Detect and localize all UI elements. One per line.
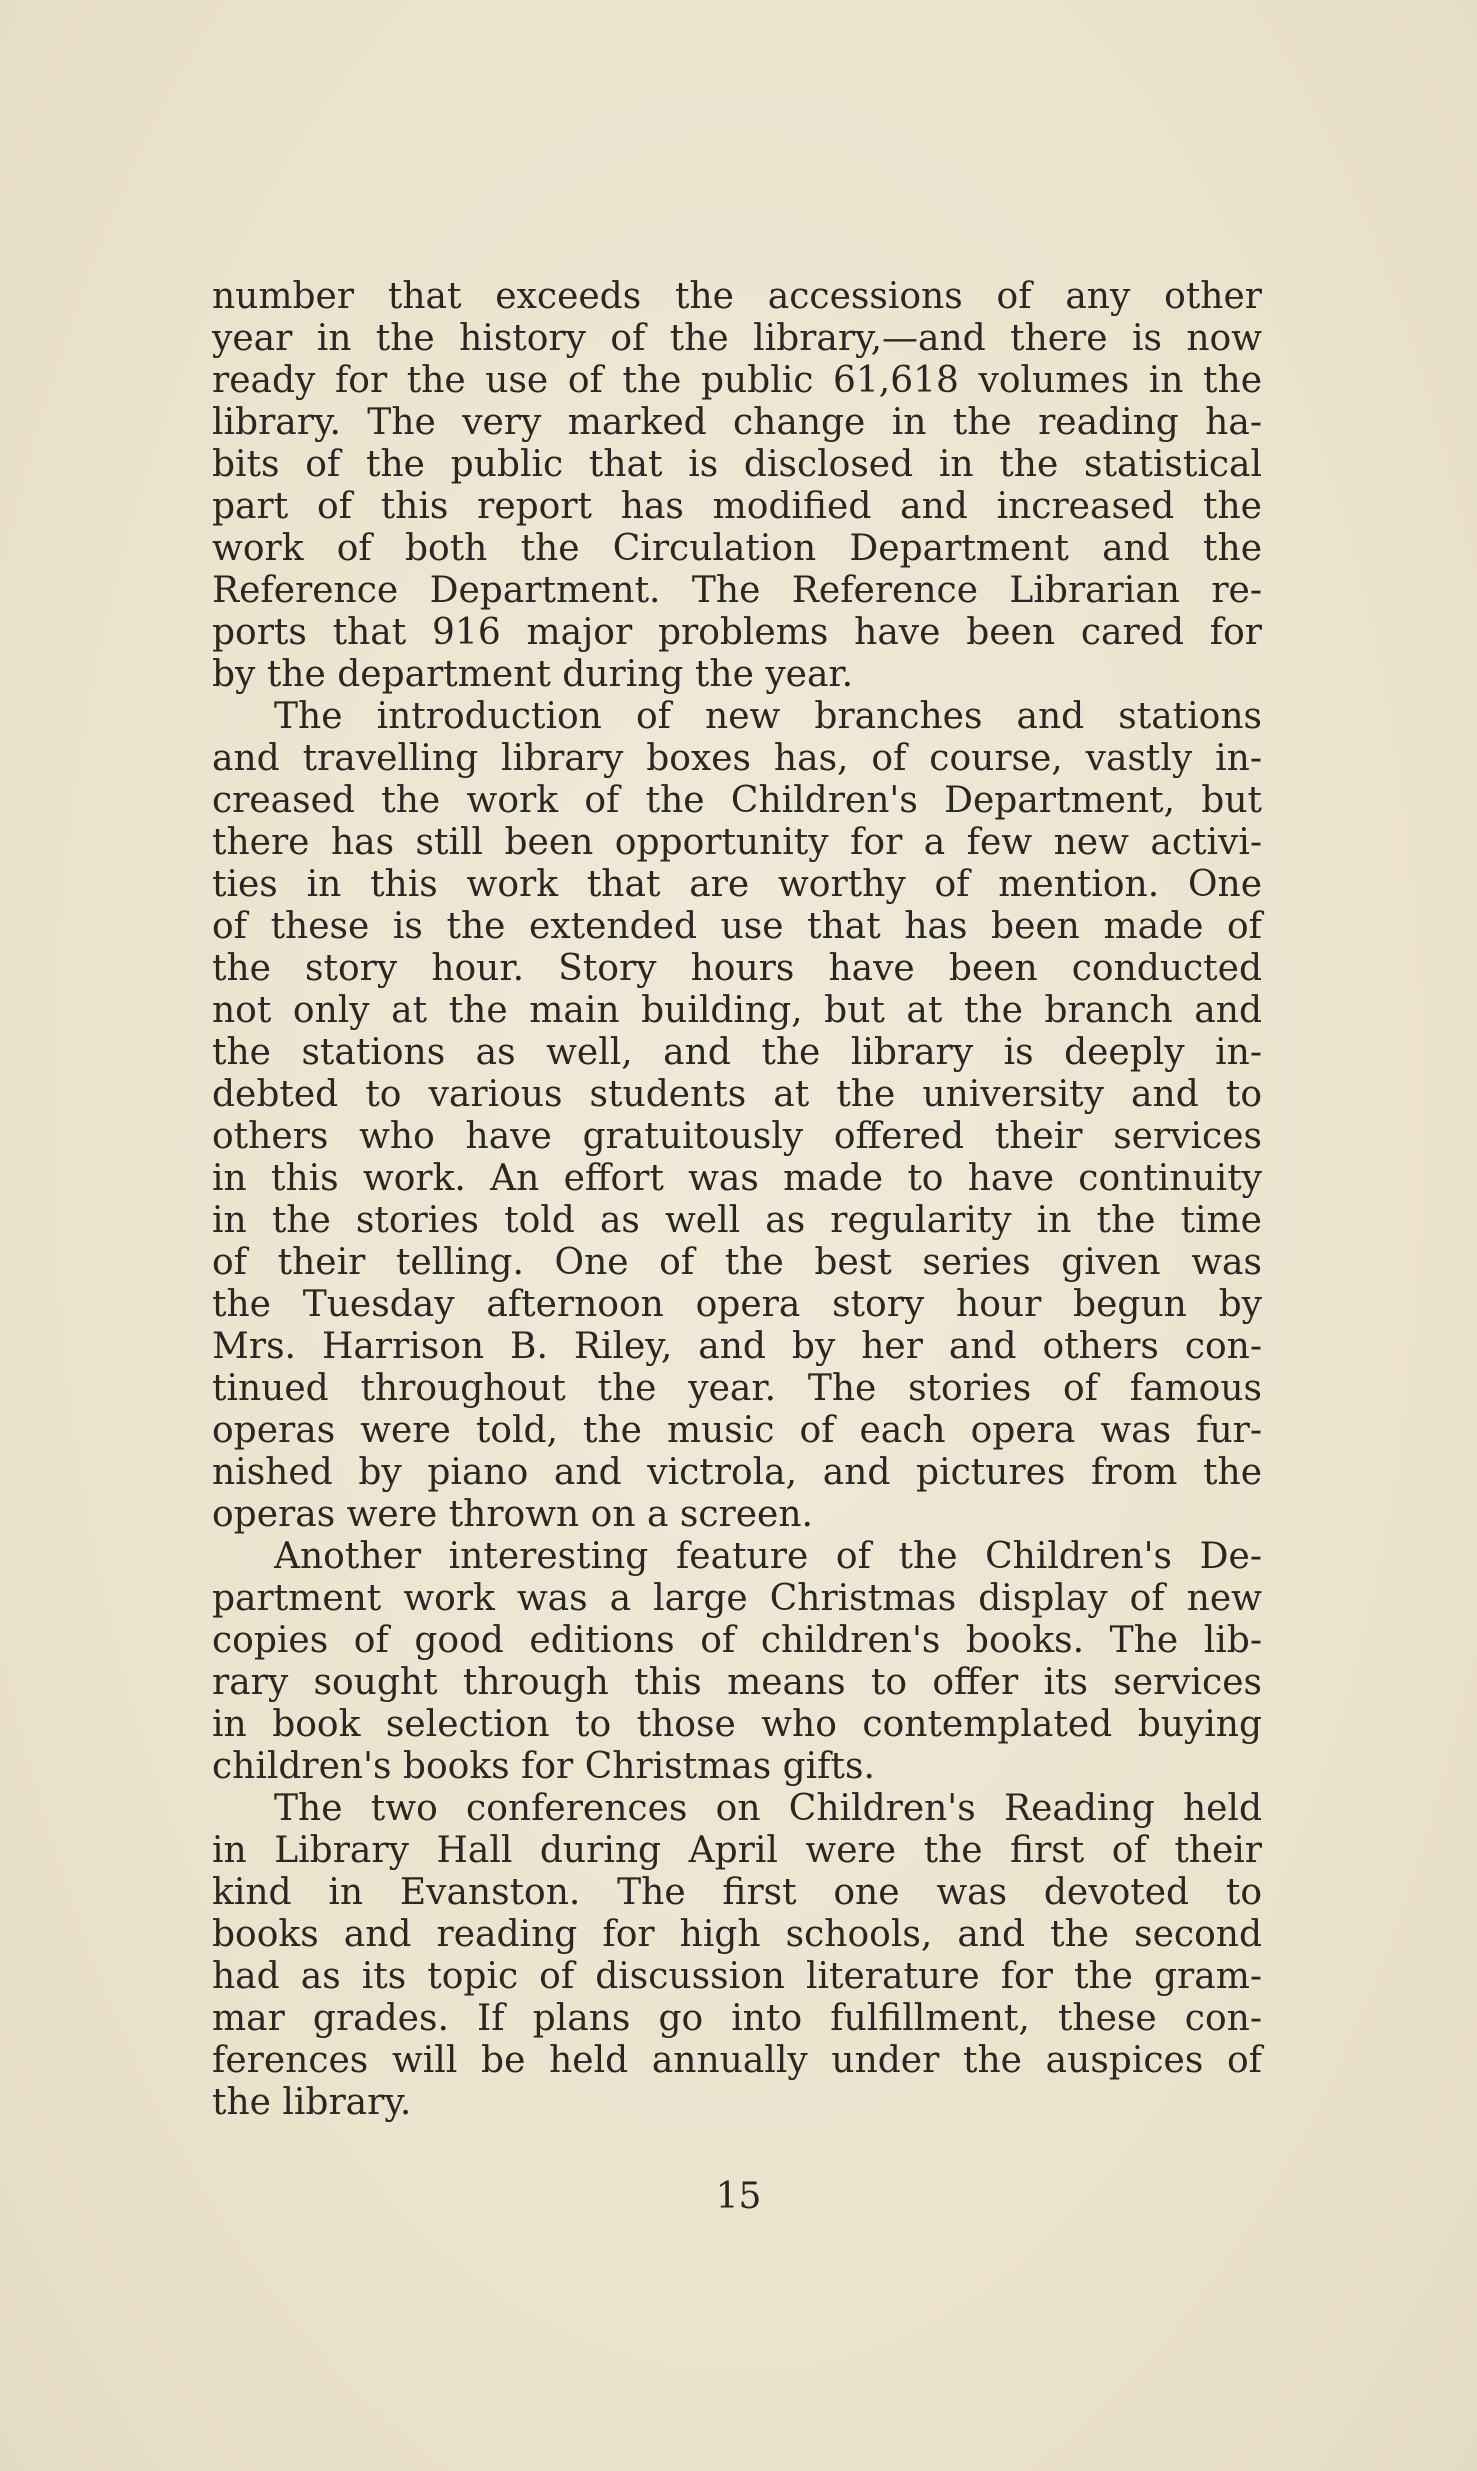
text-line: work of both the Circulation Department and the <box>212 528 1262 569</box>
text-line: and travelling library boxes has, of course, vastly in- <box>212 738 1262 779</box>
text-line: the Tuesday afternoon opera story hour begun by <box>212 1284 1262 1325</box>
text-line: debted to various students at the university and to <box>212 1074 1262 1115</box>
text-line: copies of good editions of children's books. The lib- <box>212 1620 1262 1661</box>
text-line: books and reading for high schools, and the second <box>212 1914 1262 1955</box>
text-line: Reference Department. The Reference Librarian re- <box>212 570 1262 611</box>
text-line: kind in Evanston. The first one was devoted to <box>212 1872 1262 1913</box>
text-line: others who have gratuitously offered their services <box>212 1116 1262 1157</box>
text-line: there has still been opportunity for a few new activi- <box>212 822 1262 863</box>
text-line: part of this report has modified and increased the <box>212 486 1262 527</box>
text-line: in book selection to those who contemplated buying <box>212 1704 1262 1745</box>
text-line: The two conferences on Children's Reading held <box>274 1788 1262 1829</box>
text-line: Another interesting feature of the Children's De- <box>274 1536 1262 1577</box>
text-line: in Library Hall during April were the first of their <box>212 1830 1262 1871</box>
text-line: tinued throughout the year. The stories of famous <box>212 1368 1262 1409</box>
text-line: ties in this work that are worthy of mention. One <box>212 864 1262 905</box>
text-line: partment work was a large Christmas display of new <box>212 1578 1262 1619</box>
text-line: operas were thrown on a screen. <box>212 1494 813 1535</box>
text-line: in the stories told as well as regularity in the time <box>212 1200 1262 1241</box>
text-line: had as its topic of discussion literature for the gram- <box>212 1956 1262 1997</box>
text-line: creased the work of the Children's Department, but <box>212 780 1262 821</box>
text-line: year in the history of the library,—and there is now <box>212 318 1262 359</box>
text-line: ferences will be held annually under the auspices of <box>212 2040 1262 2081</box>
text-line: in this work. An effort was made to have continuity <box>212 1158 1262 1199</box>
text-line: the story hour. Story hours have been conducted <box>212 948 1262 989</box>
text-line: Mrs. Harrison B. Riley, and by her and others con- <box>212 1326 1262 1367</box>
text-line: children's books for Christmas gifts. <box>212 1746 875 1787</box>
body-text <box>212 276 1262 2124</box>
text-line: mar grades. If plans go into fulfillment, these con- <box>212 1998 1262 2039</box>
text-line: by the department during the year. <box>212 654 854 695</box>
text-line: library. The very marked change in the reading ha- <box>212 402 1262 443</box>
text-line: nished by piano and victrola, and pictures from the <box>212 1452 1262 1493</box>
text-line: of their telling. One of the best series given was <box>212 1242 1262 1283</box>
text-line: number that exceeds the accessions of any other <box>212 276 1262 317</box>
text-line: ports that 916 major problems have been cared for <box>212 612 1262 653</box>
text-line: the stations as well, and the library is deeply in- <box>212 1032 1262 1073</box>
page-number: 15 <box>715 2176 762 2217</box>
text-line: operas were told, the music of each opera was fur- <box>212 1410 1262 1451</box>
text-line: not only at the main building, but at the branch and <box>212 990 1262 1031</box>
text-line: of these is the extended use that has been made of <box>212 906 1262 947</box>
text-line: The introduction of new branches and stations <box>274 696 1262 737</box>
text-line: rary sought through this means to offer its services <box>212 1662 1262 1703</box>
text-line: ready for the use of the public 61,618 volumes in the <box>212 360 1262 401</box>
text-line: bits of the public that is disclosed in the statistical <box>212 444 1262 485</box>
text-line: the library. <box>212 2082 412 2123</box>
